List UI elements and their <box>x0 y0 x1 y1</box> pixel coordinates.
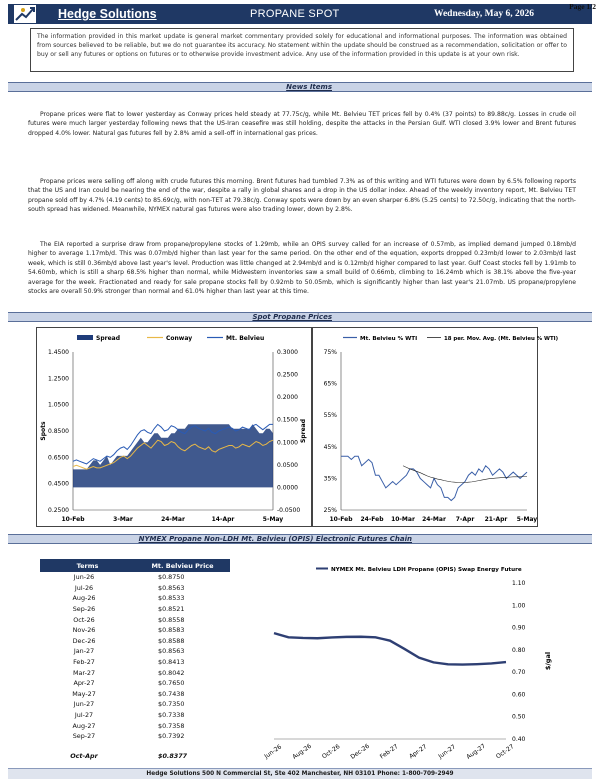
price-cell: $0.8521 <box>158 605 185 614</box>
legend-label: Mt. Belvieu <box>226 335 265 342</box>
y-tick-label: 1.2500 <box>48 375 69 383</box>
x-tick-label: Jun-26 <box>263 743 284 761</box>
y2-tick-label: -0.0500 <box>277 507 301 514</box>
y-tick-label: 0.80 <box>512 646 526 654</box>
y2-tick-label: 0.2500 <box>277 371 298 379</box>
price-cell: $0.8750 <box>158 573 185 582</box>
table-row <box>40 731 230 742</box>
term-cell: Feb-27 <box>73 658 95 667</box>
y-tick-label: 0.60 <box>512 691 526 699</box>
section-title-nymex: NYMEX Propane Non-LDH Mt. Belvieu (OPIS) Electronic Futures Chain <box>138 535 412 543</box>
price-cell: $0.8042 <box>158 668 185 677</box>
x-tick-label: 5-May <box>516 516 538 523</box>
news-paragraph: Propane prices were selling off along with crude futures this morning. Brent futures had tumbled 7.3% as of this writing and WTI futures were down by 6.5% following reports that the US and Iran could be nearing the end of the war, despite a rally in global shares and a drop in the US dollar index. Ahead of the weekly inventory report, Mt. Belvieu TET propane sold off by 4.7% (4.19 cents) to 85.69c/g, with non-TET at 79.38c/g. Conway spots were down by an even sharper 6.8% (5.25 cents) to 72.50c/g, indicating that the north-south spread has widened. Meanwhile, NYMEX natural gas futures were also trading lower, down by 2.8%. <box>28 178 576 214</box>
futures-table-header <box>40 559 230 572</box>
y-tick-label: 75% <box>323 349 337 356</box>
price-cell: $0.7438 <box>158 689 185 698</box>
spot-prices-svg <box>37 328 313 528</box>
report-title: PROPANE SPOT <box>250 8 340 20</box>
table-row <box>40 604 230 615</box>
y-tick-label: 0.8500 <box>48 428 69 435</box>
legend-label: Conway <box>166 335 193 342</box>
price-cell: $0.7358 <box>158 721 185 730</box>
price-cell: $0.8558 <box>158 615 185 624</box>
x-tick-label: 24-Mar <box>422 516 446 523</box>
y-tick-label: 1.4500 <box>48 349 69 356</box>
average-term: Oct-Apr <box>70 752 98 760</box>
x-tick-label: Apr-27 <box>408 743 429 761</box>
price-cell: $0.8563 <box>158 583 185 592</box>
price-cell: $0.7338 <box>158 711 185 720</box>
report-header <box>8 4 592 24</box>
legend-label: 18 per. Mov. Avg. (Mt. Belvieu % WTI) <box>444 336 559 342</box>
section-title-news: News Items <box>286 83 332 91</box>
y2-tick-label: 0.0500 <box>277 461 298 469</box>
x-tick-label: 10-Mar <box>391 516 415 523</box>
legend-label: NYMEX Mt. Belvieu LDH Propane (OPIS) Swap Energy Future <box>331 567 522 573</box>
footer: Hedge Solutions 500 N Commercial St, Ste 402 Manchester, NH 03101 Phone: 1-800-709-2949 <box>8 768 592 779</box>
x-tick-label: Oct-26 <box>320 743 342 761</box>
y-tick-label: 0.4500 <box>48 480 69 488</box>
y-tick-label: 55% <box>323 412 337 420</box>
report-date: Wednesday, May 6, 2026 <box>433 9 534 19</box>
price-cell: $0.8583 <box>158 626 185 635</box>
table-row <box>40 678 230 689</box>
spot-prices-chart <box>36 327 312 527</box>
table-row <box>40 699 230 710</box>
price-cell: $0.7392 <box>158 732 185 741</box>
term-cell: Jun-27 <box>73 700 95 709</box>
section-bar-news <box>8 82 592 92</box>
table-row <box>40 625 230 636</box>
table-row <box>40 614 230 625</box>
price-cell: $0.8563 <box>158 647 185 656</box>
table-row <box>40 689 230 700</box>
term-cell: Jul-27 <box>74 711 94 720</box>
y-tick-label: 1.00 <box>512 602 526 610</box>
y2-tick-label: 0.3000 <box>277 349 298 356</box>
x-tick-label: Jun-27 <box>437 743 458 761</box>
x-tick-label: 7-Apr <box>455 516 475 523</box>
legend-swatch <box>77 335 93 340</box>
news-paragraph: The EIA reported a surprise draw from propane/propylene stocks of 1.29mb, while an OPIS survey called for an increase of 0.57mb, as implied demand jumped 0.18mb/d higher to average 1.17mb/d. This was 0.07mb/d higher than last year for the same period. On the other end of the equation, exports dropped 0.23mb/d lower to 2.03mb/d last week, which is still 0.36mb/d above last year's level. Production was little changed at 2.94mb/d and is 0.12mb/d higher compared to last year. Gulf Coast stocks fell by 1.91mb to 54.60mb, which is still a sharp 68.5% higher than normal, while Midwestern inventories saw a small build of 0.66mb, climbing to 16.24mb which is 38.1% above the five-year average for the week. Fractionated and ready for sale propane stocks fell by 0.92mb to 50.05mb, which is significantly higher than last year's 21.07mb. US propane/propylene stocks are overall 50.9% stronger than normal and 61.0% higher than last year at this time. <box>28 241 576 296</box>
table-row <box>40 583 230 594</box>
y-tick-label: 35% <box>323 475 337 483</box>
y-tick-label: 1.10 <box>512 580 526 587</box>
table-row <box>40 657 230 668</box>
y-tick-label: 1.0500 <box>48 401 69 409</box>
term-cell: Aug-27 <box>72 721 96 730</box>
term-cell: Apr-27 <box>73 679 95 688</box>
y-axis-label: $/gal <box>544 651 552 671</box>
futures-curve-line <box>274 633 506 664</box>
y-tick-label: 0.50 <box>512 713 526 721</box>
term-cell: Nov-26 <box>72 626 96 635</box>
y-tick-label: 0.6500 <box>48 454 69 462</box>
logo-icon <box>14 5 36 23</box>
y-tick-label: 25% <box>323 507 337 514</box>
ratio-line <box>341 456 527 500</box>
x-tick-label: Oct-27 <box>494 743 516 761</box>
belvieu-wti-chart <box>312 327 559 527</box>
news-paragraph: Propane prices were flat to lower yesterday as Conway prices held steady at 77.75c/g, while Mt. Belvieu TET prices fell by 0.4% (37 points) to 89.88c/g. Losses in crude oil futures were much larger yesterday following news that the US-Iran ceasefire was still holding, despite the attacks in the Persian Gulf. WTI closed 3.9% lower and Brent futures dropped 4.0% lower. Natural gas futures fell by 2.8% amid a sell-off in international gas prices. <box>28 111 576 137</box>
futures-curve-svg <box>262 559 562 759</box>
legend-label: Spread <box>96 335 120 342</box>
page-number: Page 1/2 <box>569 2 596 11</box>
term-cell: Sep-26 <box>72 605 96 614</box>
x-tick-label: 24-Mar <box>161 516 185 523</box>
term-cell: Sep-27 <box>72 732 96 741</box>
table-row <box>40 636 230 647</box>
term-cell: Jun-26 <box>73 573 95 582</box>
y2-tick-label: 0.1500 <box>277 416 298 424</box>
x-tick-label: 10-Feb <box>329 516 353 523</box>
y2-tick-label: 0.0000 <box>277 484 298 492</box>
table-row <box>40 667 230 678</box>
section-bar-nymex <box>8 534 592 544</box>
company-name: Hedge Solutions <box>58 7 157 21</box>
x-tick-label: 5-May <box>262 516 284 523</box>
table-row <box>40 710 230 721</box>
term-cell: Dec-26 <box>72 636 96 645</box>
y-tick-label: 65% <box>323 380 337 388</box>
average-price: $0.8377 <box>158 752 188 760</box>
y-axis-label: Spots <box>40 421 47 441</box>
x-tick-label: Aug-26 <box>291 742 313 761</box>
x-tick-label: 24-Feb <box>360 516 384 523</box>
price-cell: $0.7650 <box>158 679 185 688</box>
y2-axis-label: Spread <box>300 419 307 443</box>
x-tick-label: 21-Apr <box>484 516 508 523</box>
term-cell: Jan-27 <box>73 647 95 656</box>
y-tick-label: 0.70 <box>512 669 526 677</box>
table-row <box>40 593 230 604</box>
y-tick-label: 0.2500 <box>48 507 69 514</box>
term-cell: Aug-26 <box>72 594 96 603</box>
y2-tick-label: 0.1000 <box>277 439 298 447</box>
price-cell: $0.8533 <box>158 594 185 603</box>
y2-tick-label: 0.2000 <box>277 394 298 402</box>
column-header-terms: Terms <box>76 561 99 570</box>
y-tick-label: 0.40 <box>512 736 526 743</box>
table-row <box>40 572 230 583</box>
y-tick-label: 0.90 <box>512 624 526 632</box>
table-row <box>40 646 230 657</box>
term-cell: Jul-26 <box>74 583 94 592</box>
term-cell: May-27 <box>72 689 96 698</box>
price-cell: $0.8588 <box>158 636 185 645</box>
x-tick-label: 3-Mar <box>113 516 133 523</box>
y-tick-label: 45% <box>323 443 337 451</box>
term-cell: Oct-26 <box>73 615 95 624</box>
futures-average-row <box>40 751 230 762</box>
x-tick-label: 14-Apr <box>211 516 235 523</box>
futures-curve-chart <box>262 559 562 759</box>
x-tick-label: Dec-26 <box>349 742 371 761</box>
price-cell: $0.7350 <box>158 700 185 709</box>
price-cell: $0.8413 <box>158 658 185 667</box>
x-tick-label: Feb-27 <box>378 743 400 761</box>
x-tick-label: 10-Feb <box>61 516 85 523</box>
table-row <box>40 720 230 731</box>
column-header-price: Mt. Belvieu Price <box>151 561 214 570</box>
belvieu-wti-svg <box>313 328 559 528</box>
spread-area <box>73 424 273 487</box>
section-bar-spot <box>8 312 592 322</box>
term-cell: Mar-27 <box>72 668 96 677</box>
futures-table-body <box>40 572 230 742</box>
x-tick-label: Aug-27 <box>465 742 487 761</box>
legend-label: Mt. Belvieu % WTI <box>360 336 418 342</box>
section-title-spot: Spot Propane Prices <box>252 313 332 321</box>
futures-table <box>40 559 230 762</box>
disclaimer: The information provided in this market update is general market commentary provided solely for educational and informational purposes. The information was obtained from sources believed to be reliable, but we do not guarantee its accuracy. No statement within the update should be construed as a recommendation, solicitation or offer to buy or sell any futures or options on futures or to otherwise provide investment advice. Any use of the information provided in this update is at your own risk. <box>30 28 574 72</box>
